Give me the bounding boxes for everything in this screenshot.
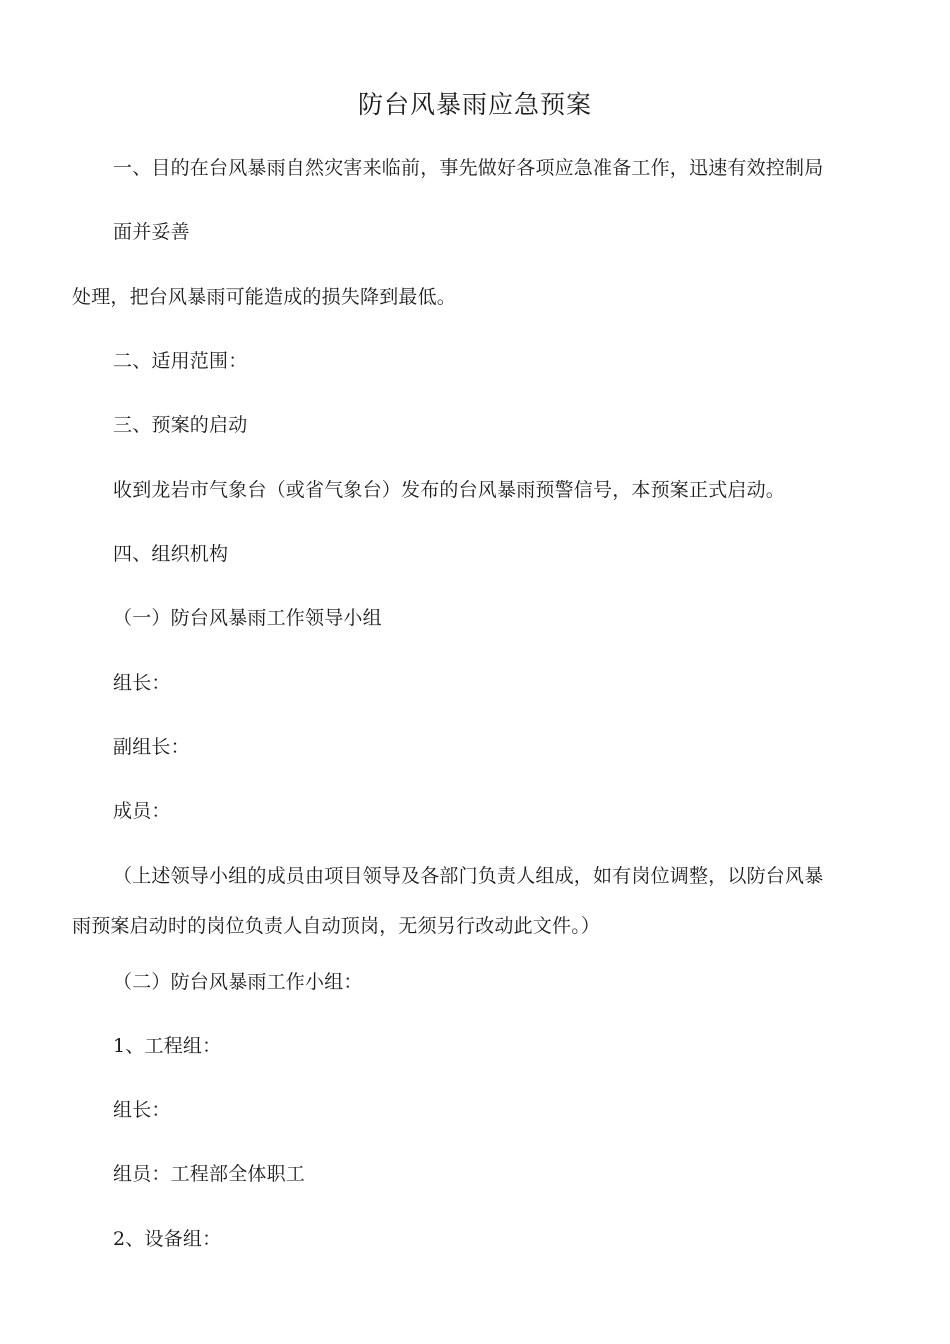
note-line-2: 雨预案启动时的岗位负责人自动顶岗，无须另行改动此文件。） [72,915,601,937]
section-1-purpose-line-1: 一、目的在台风暴雨自然灾害来临前，事先做好各项应急准备工作，迅速有效控制局 [113,157,824,179]
section-2-heading: 二、适用范围： [113,350,248,372]
engineering-members-field: 组员：工程部全体职工 [113,1163,306,1185]
section-1-purpose-line-3: 处理，把台风暴雨可能造成的损失降到最低。 [72,286,457,308]
section-1-purpose-line-2: 面并妥善 [113,221,190,243]
engineering-leader-field: 组长： [113,1099,171,1121]
section-3-heading: 三、预案的启动 [113,414,248,436]
leader-field: 组长： [113,672,171,694]
deputy-leader-field: 副组长： [113,736,190,758]
engineering-group-heading: 1、工程组： [113,1035,222,1057]
subsection-leadership-group: （一）防台风暴雨工作领导小组 [113,607,382,629]
subsection-working-groups: （二）防台风暴雨工作小组： [113,971,363,993]
equipment-group-heading: 2、设备组： [113,1228,222,1250]
section-4-heading: 四、组织机构 [113,543,229,565]
members-field: 成员： [113,800,171,822]
document-title: 防台风暴雨应急预案 [357,90,592,119]
note-line-1: （上述领导小组的成员由项目领导及各部门负责人组成，如有岗位调整，以防台风暴 [113,865,824,887]
section-3-body: 收到龙岩市气象台（或省气象台）发布的台风暴雨预警信号，本预案正式启动。 [113,479,786,501]
